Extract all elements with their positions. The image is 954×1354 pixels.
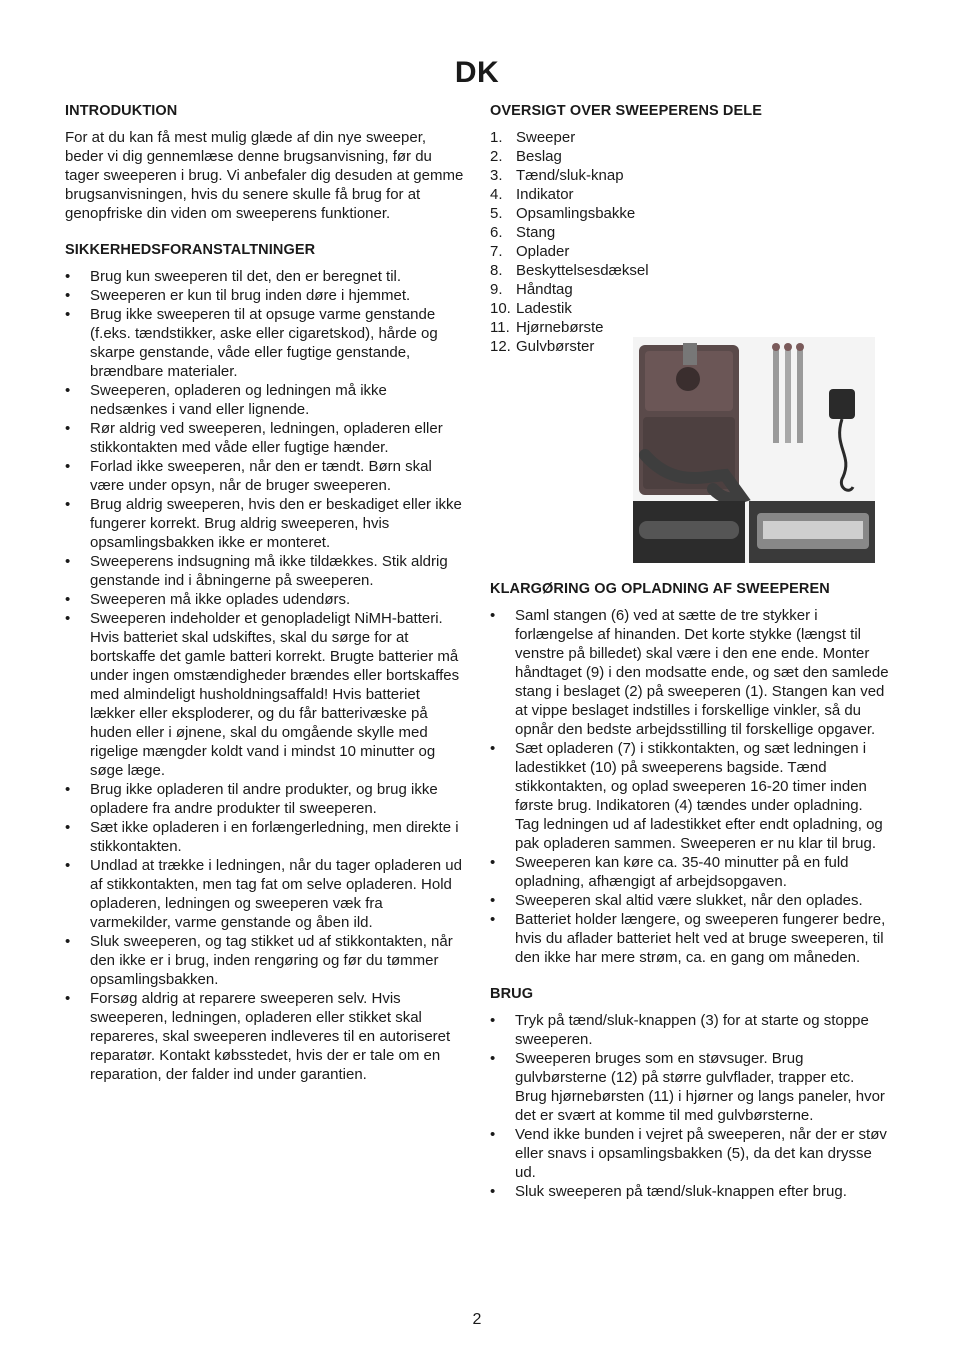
parts-item [490, 128, 890, 147]
parts-item-label: Opsamlingsbakke [516, 205, 636, 222]
parts-item [490, 280, 890, 299]
charger-shape [829, 389, 855, 419]
parts-item [490, 204, 890, 223]
parts-item [490, 147, 890, 166]
safety-item: • Sweeperens indsugning må ikke tildækkes. Stik aldrig genstande ind i åbningerne på sweeperen. [65, 552, 465, 590]
safety-item: • Rør aldrig ved sweeperen, ledningen, opladeren eller stikkontakten med våde eller fugtige hænder. [65, 419, 465, 457]
parts-item-number: 2. [490, 148, 503, 165]
pole-shape [785, 345, 791, 443]
safety-item: • Undlad at trække i ledningen, når du tager opladeren ud af stikkontakten, men tag fat om selve opladeren. Hold opladeren, ledningen og sweeperen væk fra varmekilder, varme genstande og åben ild. [65, 856, 465, 932]
parts-item-label: Beskyttelsesdæksel [516, 262, 649, 279]
parts-item [490, 185, 890, 204]
usage-item: • Sluk sweeperen på tænd/sluk-knappen efter brug. [490, 1182, 890, 1201]
parts-item-number: 1. [490, 129, 503, 146]
safety-item: • Forlad ikke sweeperen, når den er tændt. Børn skal være under opsyn, når de bruger sweeperen. [65, 457, 465, 495]
parts-item-label: Tænd/sluk-knap [516, 167, 624, 184]
safety-heading: SIKKERHEDSFORANSTALTNINGER [65, 242, 316, 258]
right-column [490, 102, 890, 1201]
parts-item-label: Gulvbørster [516, 338, 595, 355]
usage-item: • Vend ikke bunden i vejret på sweeperen, når der er støv eller snavs i opsamlingsbakken (5), da det kan drysse ud. [490, 1125, 890, 1182]
setup-list [490, 606, 890, 967]
product-parts-illustration [633, 337, 875, 563]
parts-item [490, 261, 890, 280]
setup-item: • Sæt opladeren (7) i stikkontakten, og sæt ledningen i ladestikket (10) på sweeperens bagside. Tænd stikkontakten, og oplad sweeperen 16-20 timer inden første brug. Indikatoren (4) tændes under opladning. Tag ledningen ud af ladestikket efter endt opladning, og pak opladeren sammen. Sweeperen er nu klar til brug. [490, 739, 890, 853]
safety-item: • Sweeperen er kun til brug inden døre i hjemmet. [65, 286, 465, 305]
setup-item: • Sweeperen kan køre ca. 35-40 minutter på en fuld opladning, afhængigt af arbejdsopgaven. [490, 853, 890, 891]
intro-heading: INTRODUKTION [65, 103, 178, 119]
parts-item-label: Sweeper [516, 129, 576, 146]
usage-item: • Tryk på tænd/sluk-knappen (3) for at starte og stoppe sweeperen. [490, 1011, 890, 1049]
parts-item [490, 223, 890, 242]
parts-item-number: 10. [490, 300, 511, 317]
parts-item-label: Stang [516, 224, 556, 241]
parts-item-label: Oplader [516, 243, 570, 260]
intro-text: For at du kan få mest mulig glæde af din nye sweeper, beder vi dig gennemlæse denne brugsanvisning, før du tager sweeperen i brug. Vi anbefaler dig desuden at gemme brugsanvisningen, hvis du senere skulle få brug for at genopfriske din viden om sweeperens funktioner. [65, 129, 464, 222]
setup-heading: KLARGØRING OG OPLADNING AF SWEEPEREN [490, 581, 830, 597]
page-number: 2 [472, 1311, 482, 1328]
parts-item-number: 4. [490, 186, 503, 203]
page-title: DK [454, 56, 500, 89]
parts-item-label: Beslag [516, 148, 562, 165]
usage-item: • Sweeperen bruges som en støvsuger. Brug gulvbørsterne (12) på større gulvflader, trapper etc. Brug hjørnebørsten (11) i hjørner og langs paneler, hvor det er svært at komme til med gulvbørsterne. [490, 1049, 890, 1125]
setup-item: • Sweeperen skal altid være slukket, når den oplades. [490, 891, 890, 910]
product-parts-photo [633, 337, 875, 563]
parts-item-number: 8. [490, 262, 503, 279]
parts-item-label: Ladestik [516, 300, 572, 317]
safety-item: • Sluk sweeperen, og tag stikket ud af stikkontakten, når den ikke er i brug, inden rengøring og før du tømmer opsamlingsbakken. [65, 932, 465, 989]
parts-heading: OVERSIGT OVER SWEEPERENS DELE [490, 103, 763, 119]
usage-list [490, 1011, 890, 1201]
parts-item-number: 9. [490, 281, 503, 298]
safety-item: • Brug aldrig sweeperen, hvis den er beskadiget eller ikke fungerer korrekt. Brug aldrig sweeperen, hvis opsamlingsbakken ikke er monteret. [65, 495, 465, 552]
parts-item [490, 242, 890, 261]
parts-item [490, 318, 890, 337]
parts-item-number: 7. [490, 243, 503, 260]
setup-item: • Batteriet holder længere, og sweeperen fungerer bedre, hvis du aflader batteriet helt ved at bruge sweeperen, til den ikke har mere strøm, ca. en gang om måneden. [490, 910, 890, 967]
pole-shape [773, 345, 779, 443]
left-column [65, 102, 465, 1084]
parts-list [490, 128, 890, 356]
parts-item-label: Hjørnebørste [516, 319, 604, 336]
parts-item-number: 5. [490, 205, 503, 222]
safety-item: • Sweeperen, opladeren og ledningen må ikke nedsænkes i vand eller lignende. [65, 381, 465, 419]
parts-item-label: Indikator [516, 186, 574, 203]
usage-heading: BRUG [490, 986, 534, 1002]
parts-item-label: Håndtag [516, 281, 573, 298]
parts-item-number: 3. [490, 167, 503, 184]
safety-item: • Brug ikke opladeren til andre produkter, og brug ikke opladere fra andre produkter til sweeperen. [65, 780, 465, 818]
safety-item: • Brug ikke sweeperen til at opsuge varme genstande (f.eks. tændstikker, aske eller cigaretskod), hårde og skarpe genstande, våde eller fugtige genstande, brændbare materialer. [65, 305, 465, 381]
safety-item: • Brug kun sweeperen til det, den er beregnet til. [65, 267, 465, 286]
parts-item-number: 11. [490, 319, 510, 336]
safety-list [65, 267, 465, 1084]
setup-item: • Saml stangen (6) ved at sætte de tre stykker i forlængelse af hinanden. Det korte stykke (længst til venstre på billedet) skal være i den ene ende. Monter håndtaget (9) i den modsatte ende, og sæt den samlede stang i beslaget (2) på sweeperen (1). Stangen kan ved at vippe beslaget indstilles i forskellige vinkler, så du opnår den bedste arbejdsstilling til forskellige opgaver. [490, 606, 890, 739]
parts-item [490, 166, 890, 185]
parts-item-number: 6. [490, 224, 503, 241]
pole-shape [797, 345, 803, 443]
safety-item: • Sweeperen indeholder et genopladeligt NiMH-batteri. Hvis batteriet skal udskiftes, skal du sørge for at bortskaffe det gamle batteri korrekt. Brugte batterier må under ingen omstændigheder brændes eller bortskaffes med almindeligt husholdningsaffald! Hvis batteriet lækker eller eksploderer, og du får batterivæske på huden eller i øjnene, skal du omgående skylle med rigelige mængder koldt vand i mindst 10 minutter og søge læge. [65, 609, 465, 780]
safety-item: • Forsøg aldrig at reparere sweeperen selv. Hvis sweeperen, ledningen, opladeren eller stikket skal repareres, skal sweeperen indleveres til en autoriseret reparatør. Kontakt købsstedet, hvis der er tale om en reparation, der falder ind under garantien. [65, 989, 465, 1084]
parts-item [490, 299, 890, 318]
safety-item: • Sweeperen må ikke oplades udendørs. [65, 590, 465, 609]
parts-item-number: 12. [490, 338, 511, 355]
safety-item: • Sæt ikke opladeren i en forlængerledning, men direkte i stikkontakten. [65, 818, 465, 856]
